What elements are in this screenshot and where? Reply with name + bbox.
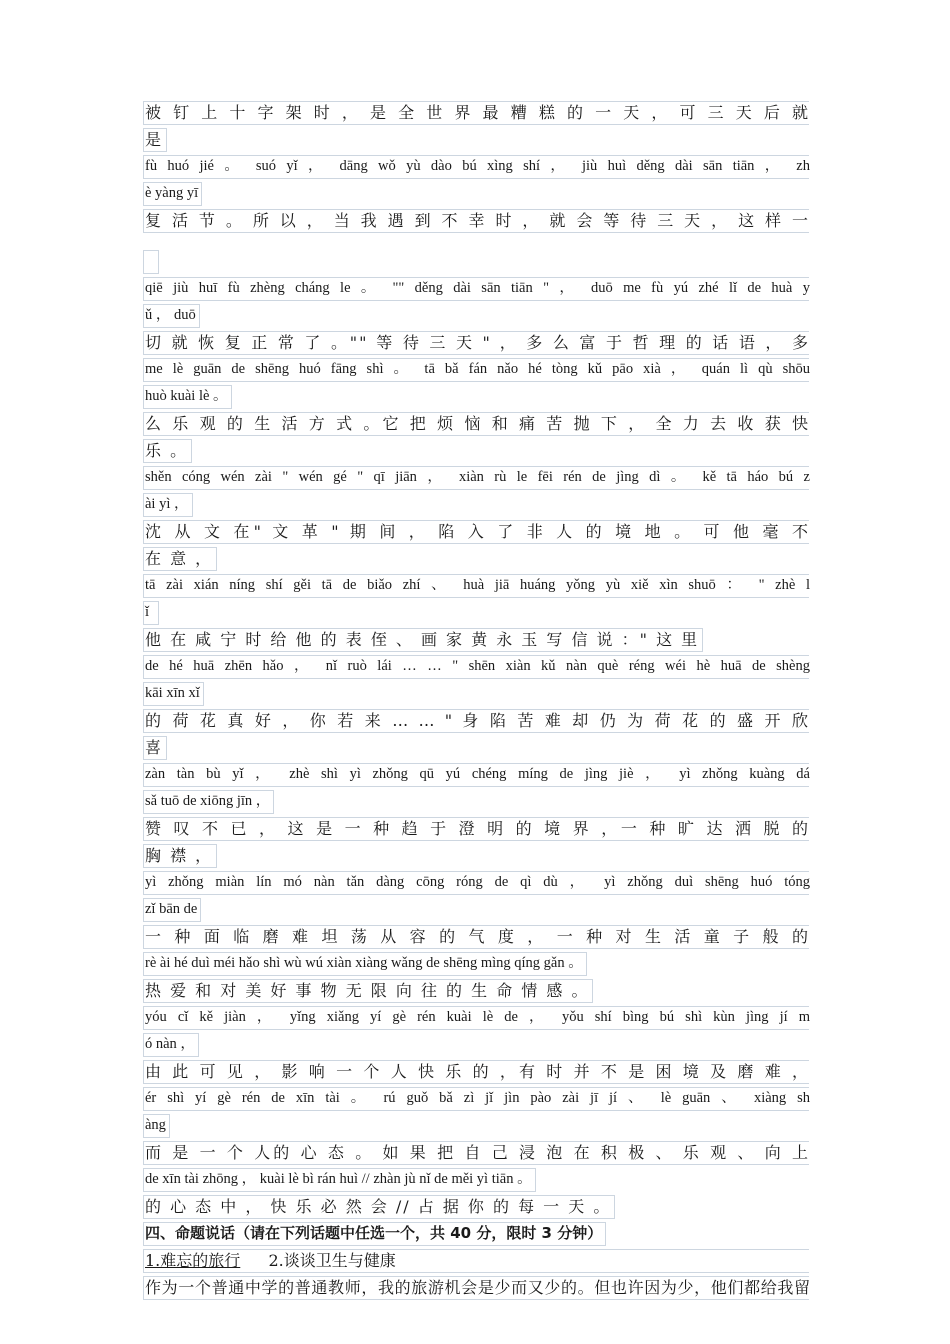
pinyin-line: qiē jiù huī fù zhèng cháng le 。 "" děng dài sān tiān " ， duō me fù yú zhé lǐ de huà y [143, 277, 809, 301]
pinyin-line: ài yì ， [143, 493, 193, 517]
pinyin-line: yì zhǒng miàn lín mó nàn tǎn dàng cōng róng de qì dù ， yì zhǒng duì shēng huó tóng [143, 871, 809, 895]
document-body [143, 101, 809, 1249]
hanzi-line: 喜 [143, 736, 167, 760]
pinyin-line: huò kuài lè 。 [143, 385, 232, 409]
essay-first-line: 作为一个普通中学的普通教师，我的旅游机会是少而又少的。但也许因为少，他们都给我留 [143, 1276, 809, 1300]
pinyin-line: ǔ ， duō [143, 304, 200, 328]
hanzi-line: 胸 襟 ， [143, 844, 217, 868]
hanzi-line: 而 是 一 个 人的 心 态 。 如 果 把 自 己 浸 泡 在 积 极 、 乐 观 、 向 上 [143, 1141, 809, 1165]
pinyin-line: me lè guān de shēng huó fāng shì 。 tā bǎ fán nǎo hé tòng kǔ pāo xià ， quán lì qù shōu [143, 358, 809, 382]
hanzi-line: 在 意 ， [143, 547, 217, 571]
hanzi-line: 乐 。 [143, 439, 192, 463]
hanzi-line: 的 荷 花 真 好 ， 你 若 来 … … " 身 陷 苦 难 却 仍 为 荷 花 的 盛 开 欣 [143, 709, 809, 733]
hanzi-line: 是 [143, 128, 167, 152]
pinyin-line: zàn tàn bù yǐ ， zhè shì yì zhǒng qū yú chéng míng de jìng jiè ， yì zhǒng kuàng dá [143, 763, 809, 787]
pinyin-line: ó nàn ， [143, 1033, 199, 1057]
section-heading: 四、命题说话（请在下列话题中任选一个，共 40 分，限时 3 分钟） [143, 1222, 606, 1246]
hanzi-line: 热 爱 和 对 美 好 事 物 无 限 向 往 的 生 命 情 感 。 [143, 979, 593, 1003]
hanzi-line: 复 活 节 。 所 以 ， 当 我 遇 到 不 幸 时 ， 就 会 等 待 三 天 ， 这 样 一 [143, 209, 809, 233]
hanzi-line: 的 心 态 中 ， 快 乐 必 然 会 // 占 据 你 的 每 一 天 。 [143, 1195, 615, 1219]
hanzi-line: 么 乐 观 的 生 活 方 式 。它 把 烦 恼 和 痛 苦 抛 下 ， 全 力 去 收 获 快 [143, 412, 809, 436]
hanzi-line: 切 就 恢 复 正 常 了 。"" 等 待 三 天 " ， 多 么 富 于 哲 理 的 话 语 ， 多 [143, 331, 809, 355]
pinyin-line: zǐ bān de [143, 898, 201, 922]
document-tail [143, 1249, 809, 1303]
topic-choices [143, 1249, 809, 1273]
hanzi-line [143, 250, 159, 274]
hanzi-line: 一 种 面 临 磨 难 坦 荡 从 容 的 气 度 ， 一 种 对 生 活 童 子 般 的 [143, 925, 809, 949]
topic-option-1[interactable]: 1.难忘的旅行 [145, 1251, 241, 1270]
pinyin-line: è yàng yī [143, 182, 202, 206]
pinyin-line: tā zài xián níng shí gěi tā de biǎo zhí 、 huà jiā huáng yǒng yù xiě xìn shuō ： " zhè l [143, 574, 809, 598]
pinyin-line: ér shì yí gè rén de xīn tài 。 rú guǒ bǎ zì jǐ jìn pào zài jī jí 、 lè guān 、 xiàng sh [143, 1087, 809, 1111]
pinyin-line: kāi xīn xǐ [143, 682, 204, 706]
pinyin-line: ǐ [143, 601, 159, 625]
pinyin-line: yóu cǐ kě jiàn ， yǐng xiǎng yí gè rén kuài lè de ， yǒu shí bìng bú shì kùn jìng jí m [143, 1006, 809, 1030]
hanzi-line: 由 此 可 见 ， 影 响 一 个 人 快 乐 的 ，有 时 并 不 是 困 境 及 磨 难 ， [143, 1060, 809, 1084]
hanzi-line: 他 在 咸 宁 时 给 他 的 表 侄 、 画 家 黄 永 玉 写 信 说 ：" 这 里 [143, 628, 703, 652]
pinyin-line: de hé huā zhēn hǎo ， nǐ ruò lái … … " shēn xiàn kǔ nàn què réng wéi hè huā de shèng [143, 655, 809, 679]
hanzi-line: 沈 从 文 在" 文 革 " 期 间 ， 陷 入 了 非 人 的 境 地 。 可 他 毫 不 [143, 520, 809, 544]
pinyin-line: àng [143, 1114, 170, 1138]
hanzi-line: 赞 叹 不 已 ， 这 是 一 种 趋 于 澄 明 的 境 界 ，一 种 旷 达 洒 脱 的 [143, 817, 809, 841]
pinyin-line: fù huó jié 。 suó yǐ ， dāng wǒ yù dào bú xìng shí ， jiù huì děng dài sān tiān ， zh [143, 155, 809, 179]
pinyin-line: de xīn tài zhōng ， kuài lè bì rán huì // zhàn jù nǐ de měi yì tiān 。 [143, 1168, 536, 1192]
pinyin-line: sǎ tuō de xiōng jīn ， [143, 790, 274, 814]
pinyin-line: rè ài hé duì méi hǎo shì wù wú xiàn xiàng wǎng de shēng mìng qíng gǎn 。 [143, 952, 587, 976]
hanzi-line: 被 钉 上 十 字 架 时 ， 是 全 世 界 最 糟 糕 的 一 天 ， 可 三 天 后 就 [143, 101, 809, 125]
topic-option-2[interactable]: 2.谈谈卫生与健康 [268, 1251, 396, 1270]
pinyin-line: shěn cóng wén zài " wén gé " qī jiān ， xiàn rù le fēi rén de jìng dì 。 kě tā háo bú z [143, 466, 809, 490]
